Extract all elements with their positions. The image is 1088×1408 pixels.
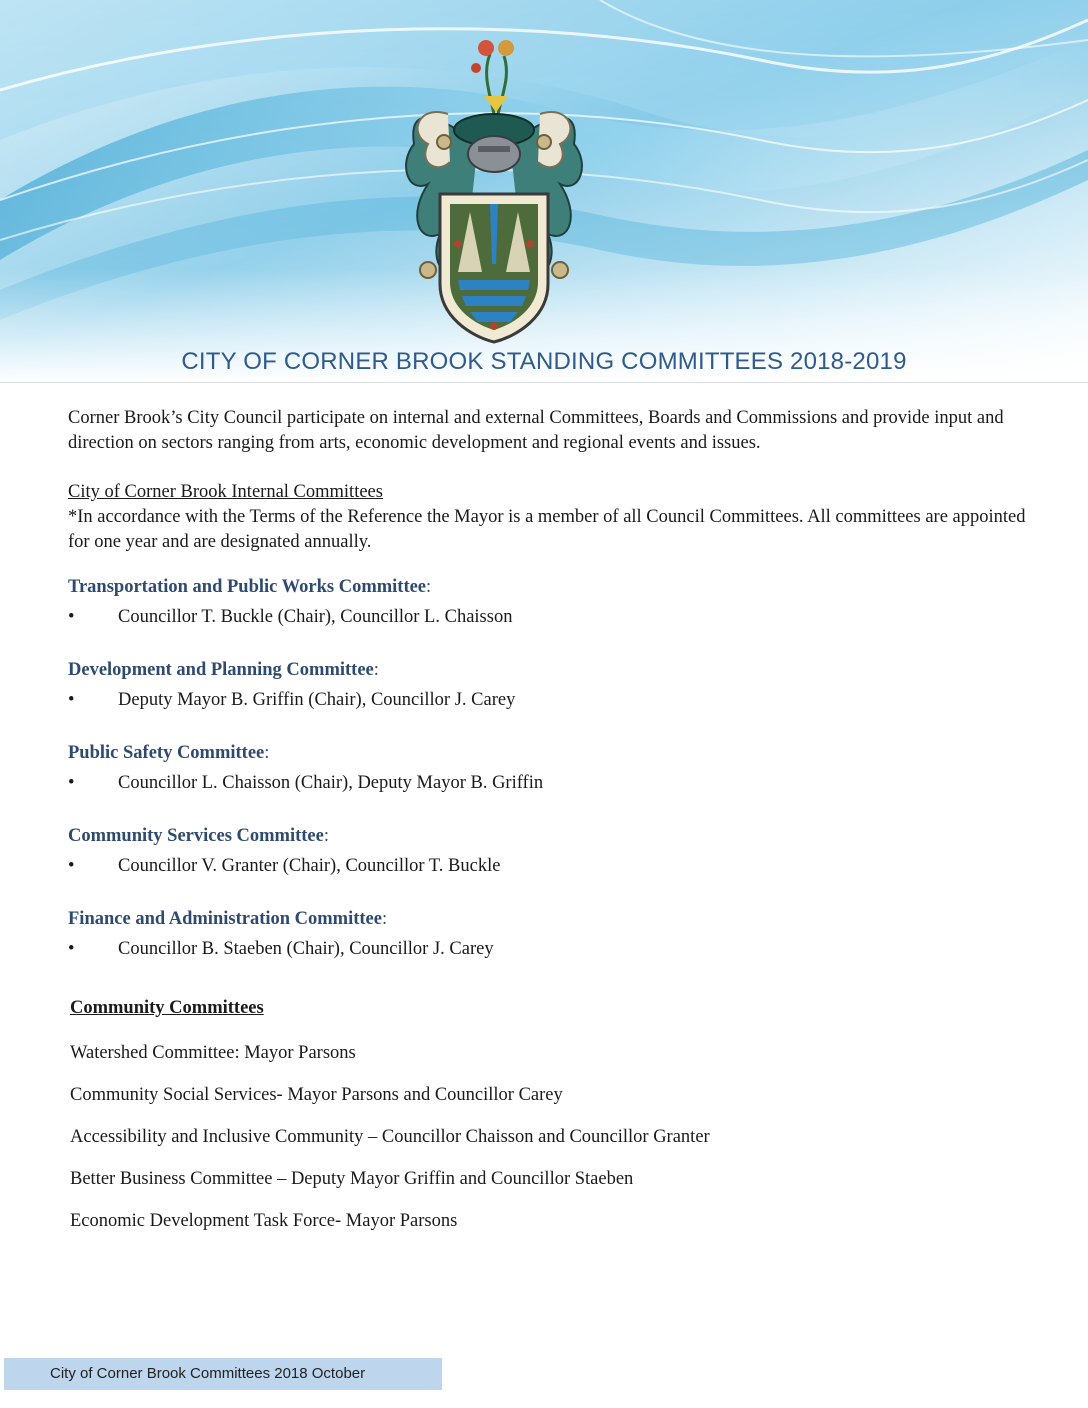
committee-block xyxy=(68,824,1038,879)
document-body xyxy=(68,406,1038,1251)
committee-members xyxy=(68,605,1038,630)
committee-block xyxy=(68,658,1038,713)
page-title: CITY OF CORNER BROOK STANDING COMMITTEES 2018-2019 xyxy=(181,348,907,375)
members-text: Councillor L. Chaisson (Chair), Deputy Mayor B. Griffin xyxy=(118,773,544,793)
committee-members xyxy=(68,688,1038,713)
members-text: Councillor B. Staeben (Chair), Councillor J. Carey xyxy=(118,939,494,959)
internal-committees-note: *In accordance with the Terms of the Reference the Mayor is a member of all Council Committees. All committees are appointed for one year and are designated annually. xyxy=(68,507,1026,552)
committee-members xyxy=(68,854,1038,879)
community-committee-item: Watershed Committee: Mayor Parsons xyxy=(70,1043,356,1063)
community-committee-item: Economic Development Task Force- Mayor Parsons xyxy=(70,1211,458,1231)
internal-committees-heading: City of Corner Brook Internal Committees xyxy=(68,482,383,502)
community-committee-item: Community Social Services- Mayor Parsons and Councillor Carey xyxy=(70,1085,563,1105)
committee-block xyxy=(68,575,1038,630)
members-text: Deputy Mayor B. Griffin (Chair), Councillor J. Carey xyxy=(118,690,516,710)
committee-members xyxy=(68,937,1038,962)
community-committees-heading: Community Committees xyxy=(70,998,264,1018)
committee-name: Finance and Administration Committee: xyxy=(68,909,388,929)
community-committee-item: Better Business Committee – Deputy Mayor Griffin and Councillor Staeben xyxy=(70,1169,634,1189)
bullet-icon: • xyxy=(68,773,75,793)
title-divider xyxy=(0,382,1088,383)
community-committee-item: Accessibility and Inclusive Community – Councillor Chaisson and Councillor Granter xyxy=(70,1127,710,1147)
footer-bar xyxy=(4,1358,442,1390)
bullet-icon: • xyxy=(68,856,75,876)
members-text: Councillor V. Granter (Chair), Councillor T. Buckle xyxy=(118,856,501,876)
footer-text: City of Corner Brook Committees 2018 October xyxy=(50,1365,366,1382)
intro-paragraph: Corner Brook’s City Council participate on internal and external Committees, Boards and Commissions and provide input and direction on sectors ranging from arts, economic development and regional events and issues. xyxy=(68,408,1004,453)
committee-members xyxy=(68,771,1038,796)
committee-block xyxy=(68,741,1038,796)
committee-name: Community Services Committee: xyxy=(68,826,329,846)
bullet-icon: • xyxy=(68,939,75,959)
bullet-icon: • xyxy=(68,607,75,627)
members-text: Councillor T. Buckle (Chair), Councillor L. Chaisson xyxy=(118,607,513,627)
committee-name: Development and Planning Committee: xyxy=(68,660,379,680)
committee-block xyxy=(68,907,1038,962)
bullet-icon: • xyxy=(68,690,75,710)
coat-of-arms-icon xyxy=(378,34,610,346)
committee-name: Public Safety Committee: xyxy=(68,743,270,763)
committee-name: Transportation and Public Works Committee: xyxy=(68,577,432,597)
